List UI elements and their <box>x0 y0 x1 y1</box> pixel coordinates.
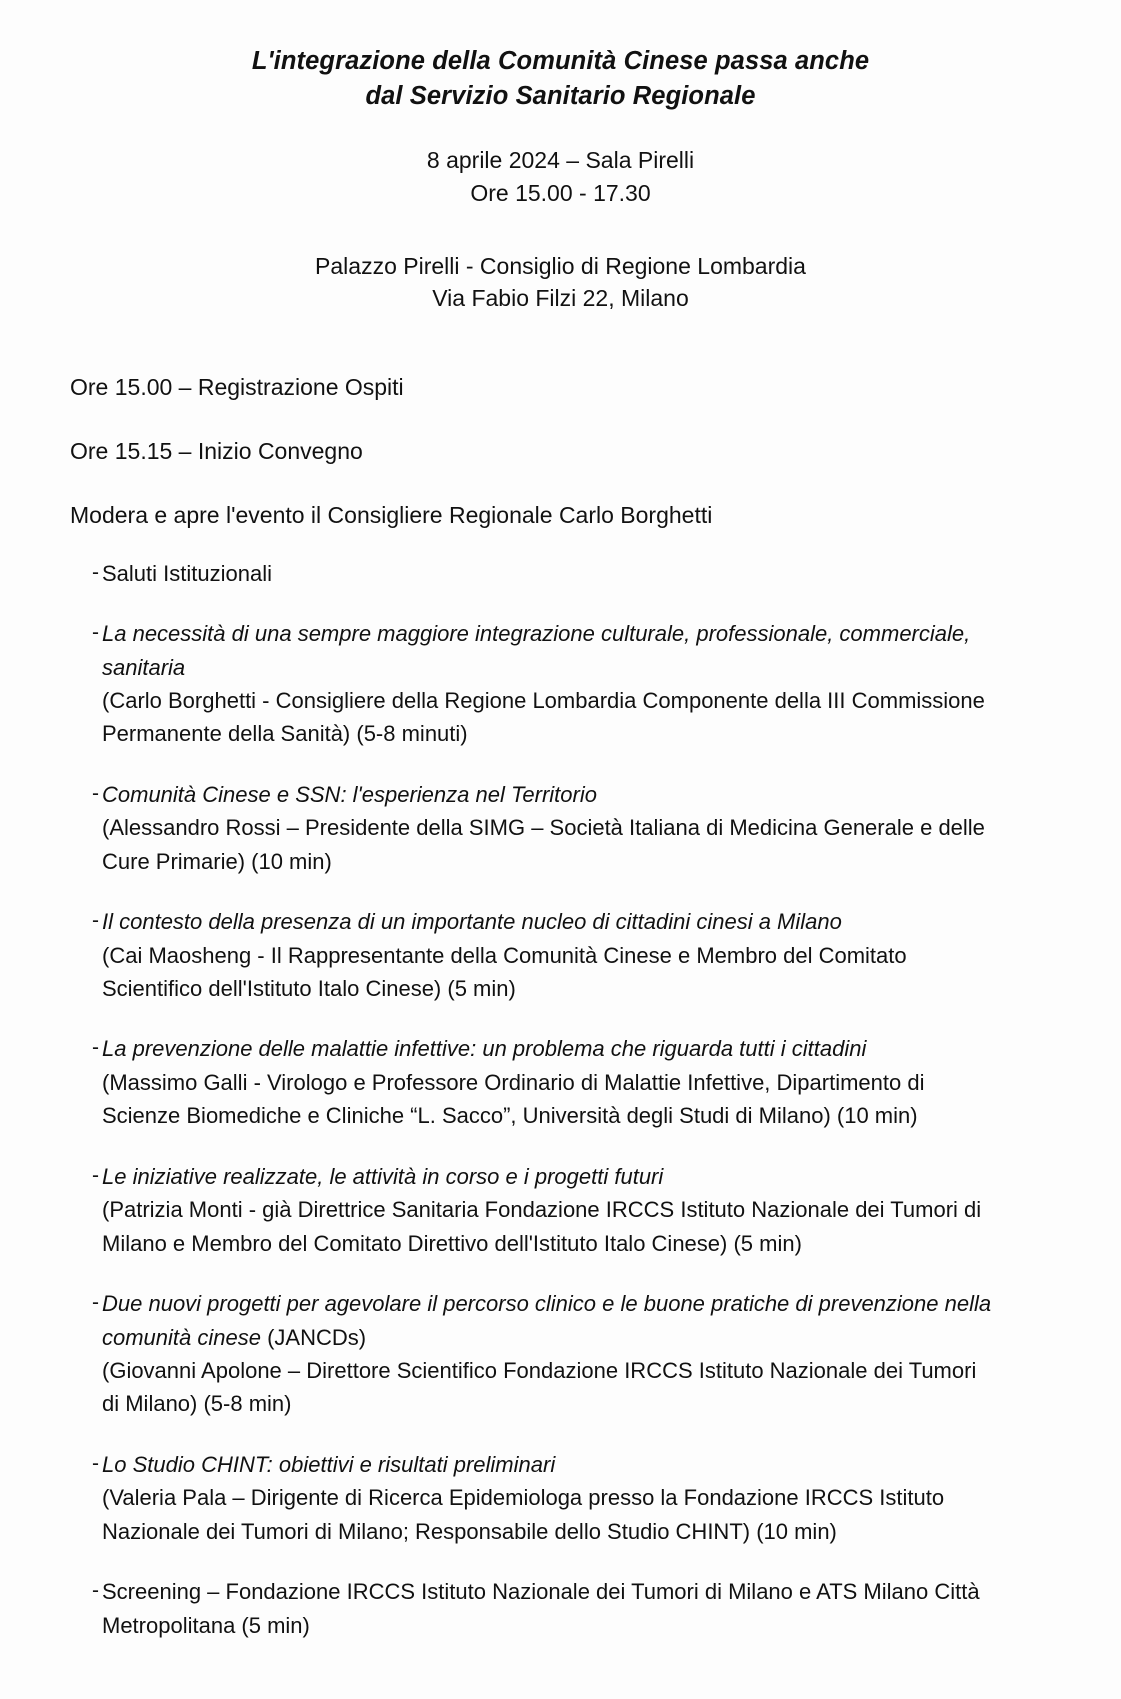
agenda-item-title: La prevenzione delle malattie infettive: un problema che riguarda tutti i cittadini <box>102 1036 867 1062</box>
bullet-dash-icon: - <box>92 1036 99 1060</box>
bullet-dash-icon: - <box>92 1579 99 1603</box>
agenda-item-body <box>102 617 992 751</box>
agenda-item-body <box>102 778 992 878</box>
agenda-item <box>70 557 1051 590</box>
agenda-item <box>70 905 1051 1005</box>
moderator-line: Modera e apre l'evento il Consigliere Regionale Carlo Borghetti <box>70 501 713 528</box>
agenda-item-title-suffix: (JANCDs) <box>260 1324 367 1350</box>
agenda-item-title: Lo Studio CHINT: obiettivi e risultati preliminari <box>102 1451 556 1477</box>
bullet-dash-icon: - <box>92 909 99 933</box>
page-title-line-1: L'integrazione della Comunità Cinese passa anche <box>251 47 870 75</box>
agenda-item <box>70 778 1051 878</box>
agenda-item-detail: (Carlo Borghetti - Consigliere della Regione Lombardia Componente della III Commissione Permanente della Sanità) (5-8 minuti) <box>102 687 985 747</box>
page-title-line-2: dal Servizio Sanitario Regionale <box>365 82 756 111</box>
event-date: 8 aprile 2024 – Sala Pirelli <box>426 147 695 174</box>
agenda-item-title: Comunità Cinese e SSN: l'esperienza nel Territorio <box>102 781 597 807</box>
agenda-item-body <box>102 1287 992 1421</box>
bullet-dash-icon: - <box>92 1451 99 1475</box>
event-venue-block <box>70 250 1051 315</box>
agenda-item-detail: (Valeria Pala – Dirigente di Ricerca Epidemiologa presso la Fondazione IRCCS Istituto Nazionale dei Tumori di Milano; Responsabile dello Studio CHINT) (10 min) <box>102 1485 945 1544</box>
bullet-dash-icon: - <box>92 560 99 584</box>
event-date-block <box>70 144 1051 209</box>
agenda-item-detail: (Massimo Galli - Virologo e Professore Ordinario di Malattie Infettive, Dipartimento di Scienze Biomediche e Cliniche “L. Sacco”, Università degli Studi di Milano) (10 min) <box>102 1069 925 1129</box>
bullet-dash-icon: - <box>92 1291 99 1315</box>
agenda-item-title: Due nuovi progetti per agevolare il percorso clinico e le buone pratiche di prevenzione nella comunità cinese (JANCDs) <box>102 1291 992 1350</box>
agenda-item-title: Le iniziative realizzate, le attività in corso e i progetti futuri <box>102 1163 664 1189</box>
agenda-item-detail: (Cai Maosheng - Il Rappresentante della Comunità Cinese e Membro del Comitato Scientifico dell'Istituto Italo Cinese) (5 min) <box>102 942 907 1002</box>
schedule-start: Ore 15.15 – Inizio Convegno <box>70 437 363 464</box>
agenda-item <box>70 617 1051 751</box>
page-title <box>70 44 1051 114</box>
agenda-item <box>70 1287 1051 1421</box>
venue-address: Via Fabio Filzi 22, Milano <box>432 285 689 312</box>
venue-name: Palazzo Pirelli - Consiglio di Regione Lombardia <box>315 252 806 279</box>
agenda-item-title: Il contesto della presenza di un importante nucleo di cittadini cinesi a Milano <box>102 909 842 935</box>
agenda-item <box>70 1160 1051 1260</box>
agenda-item-title: Saluti Istituzionali <box>102 560 272 586</box>
agenda-item-title: La necessità di una sempre maggiore integrazione culturale, professionale, commerciale, sanitaria <box>102 621 971 680</box>
agenda-item <box>70 1448 1051 1548</box>
bullet-dash-icon: - <box>92 621 99 645</box>
agenda-item-detail: (Patrizia Monti - già Direttrice Sanitaria Fondazione IRCCS Istituto Nazionale dei Tumori di Milano e Membro del Comitato Direttivo dell'Istituto Italo Cinese) (5 min) <box>102 1197 982 1256</box>
agenda-item-body <box>102 1032 992 1132</box>
bullet-dash-icon: - <box>92 1163 99 1187</box>
agenda-item-detail: (Giovanni Apolone – Direttore Scientifico Fondazione IRCCS Istituto Nazionale dei Tumori di Milano) (5-8 min) <box>102 1357 977 1417</box>
agenda-item <box>70 1032 1051 1132</box>
agenda-item-body <box>102 1575 992 1642</box>
agenda-item-body <box>102 557 992 590</box>
agenda-item-body <box>102 1160 992 1260</box>
agenda-item-title: Screening – Fondazione IRCCS Istituto Nazionale dei Tumori di Milano e ATS Milano Città Metropolitana (5 min) <box>102 1579 980 1638</box>
event-time: Ore 15.00 - 17.30 <box>470 180 651 207</box>
schedule-registration: Ore 15.00 – Registrazione Ospiti <box>70 374 404 400</box>
agenda-item-detail: (Alessandro Rossi – Presidente della SIMG – Società Italiana di Medicina Generale e delle Cure Primarie) (10 min) <box>102 815 985 874</box>
bullet-dash-icon: - <box>92 781 99 805</box>
schedule-block <box>70 373 1051 531</box>
agenda-item-body <box>102 905 992 1005</box>
agenda-list <box>70 557 1051 1642</box>
agenda-item <box>70 1575 1051 1642</box>
agenda-item-body <box>102 1448 992 1548</box>
